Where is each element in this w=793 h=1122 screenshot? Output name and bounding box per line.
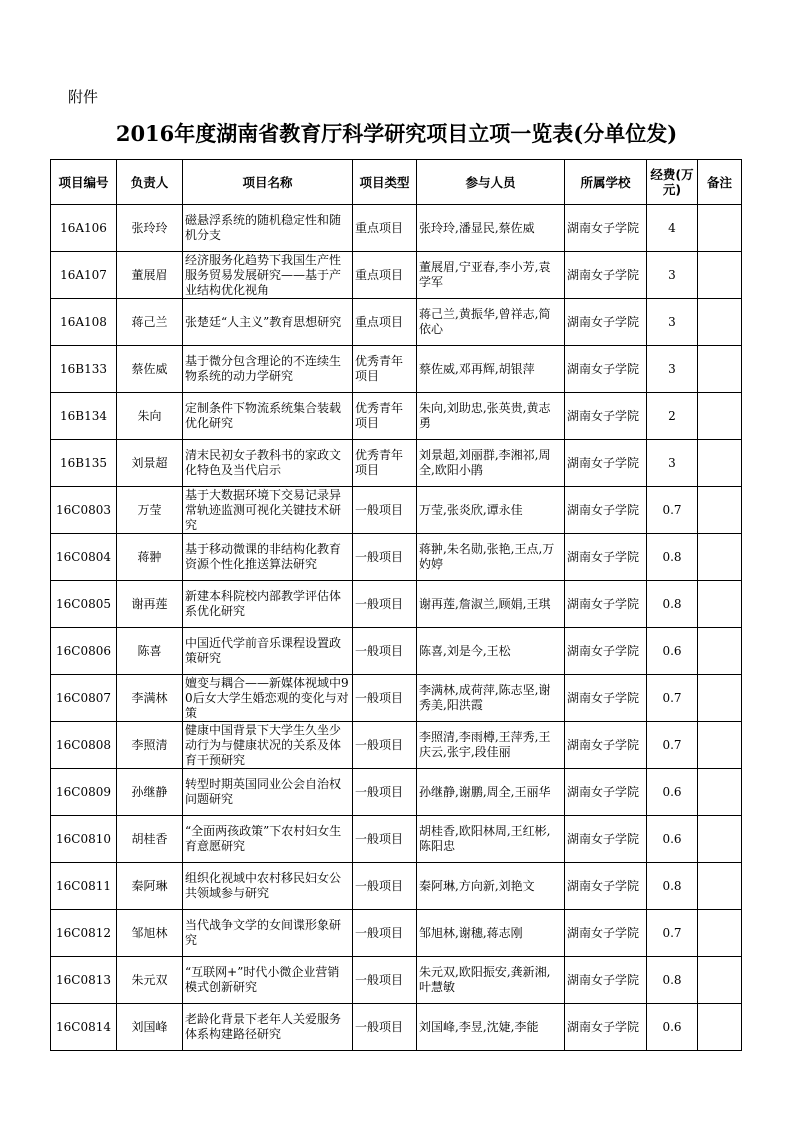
project-name-cell-text: 经济服务化趋势下我国生产性服务贸易发展研究——基于产业结构优化视角 <box>185 252 342 297</box>
project-type-cell: 一般项目 <box>353 863 417 910</box>
remarks-cell <box>698 722 742 769</box>
table-row <box>51 346 742 393</box>
project-name-cell <box>183 722 353 769</box>
school-cell: 湖南女子学院 <box>565 299 647 346</box>
funds-cell: 0.7 <box>647 910 698 957</box>
school-cell: 湖南女子学院 <box>565 581 647 628</box>
members-cell-text: 董展眉,宁亚春,李小芳,袁学军 <box>419 260 551 289</box>
members-cell-text: 张玲玲,潘显民,蔡佐威 <box>419 220 535 235</box>
project-name-cell <box>183 440 353 487</box>
table-row <box>51 299 742 346</box>
members-cell-text: 刘国峰,李昱,沈婕,李能 <box>419 1019 539 1034</box>
project-type-cell: 一般项目 <box>353 910 417 957</box>
remarks-cell <box>698 440 742 487</box>
project-type-cell: 一般项目 <box>353 816 417 863</box>
remarks-cell <box>698 205 742 252</box>
page-title: 2016年度湖南省教育厅科学研究项目立项一览表(分单位发) <box>115 121 678 146</box>
leader-cell: 张玲玲 <box>117 205 183 252</box>
project-type-cell: 重点项目 <box>353 205 417 252</box>
project-name-cell-text: “全面两孩政策”下农村妇女生育意愿研究 <box>185 824 342 853</box>
remarks-cell <box>698 581 742 628</box>
members-cell <box>417 957 565 1004</box>
school-cell: 湖南女子学院 <box>565 816 647 863</box>
project-code-cell: 16C0811 <box>51 863 117 910</box>
header-name: 项目名称 <box>183 160 353 205</box>
school-cell: 湖南女子学院 <box>565 534 647 581</box>
project-name-cell-text: 当代战争文学的女间谍形象研究 <box>185 918 342 947</box>
leader-cell: 胡桂香 <box>117 816 183 863</box>
remarks-cell <box>698 346 742 393</box>
project-code-cell: 16B133 <box>51 346 117 393</box>
remarks-cell <box>698 487 742 534</box>
funds-cell: 3 <box>647 346 698 393</box>
project-type-cell: 优秀青年项目 <box>353 440 417 487</box>
project-code-cell: 16C0803 <box>51 487 117 534</box>
project-name-cell-text: 清末民初女子教科书的家政文化特色及当代启示 <box>185 448 342 477</box>
project-name-cell-text: 基于大数据环境下交易记录异常轨迹监测可视化关键技术研究 <box>185 487 342 532</box>
project-type-cell: 重点项目 <box>353 299 417 346</box>
members-cell <box>417 440 565 487</box>
members-cell-text: 邹旭林,谢穗,蒋志刚 <box>419 925 523 940</box>
leader-cell: 万莹 <box>117 487 183 534</box>
project-code-cell: 16B134 <box>51 393 117 440</box>
table-body <box>51 205 742 1051</box>
project-name-cell <box>183 769 353 816</box>
leader-cell: 朱向 <box>117 393 183 440</box>
project-type-cell: 一般项目 <box>353 1004 417 1051</box>
funds-cell: 0.6 <box>647 1004 698 1051</box>
school-cell: 湖南女子学院 <box>565 487 647 534</box>
project-name-cell-text: 老龄化背景下老年人关爱服务体系构建路径研究 <box>185 1012 342 1041</box>
project-name-cell-text: 健康中国背景下大学生久坐少动行为与健康状况的关系及体育干预研究 <box>185 722 342 767</box>
remarks-cell <box>698 252 742 299</box>
table-row <box>51 628 742 675</box>
members-cell <box>417 1004 565 1051</box>
school-cell: 湖南女子学院 <box>565 957 647 1004</box>
school-cell: 湖南女子学院 <box>565 205 647 252</box>
table-row <box>51 1004 742 1051</box>
leader-cell: 谢再莲 <box>117 581 183 628</box>
project-type-cell: 一般项目 <box>353 534 417 581</box>
members-cell <box>417 534 565 581</box>
remarks-cell <box>698 769 742 816</box>
members-cell <box>417 675 565 722</box>
table-row <box>51 487 742 534</box>
members-cell-text: 蒋翀,朱名勋,张艳,王点,万妁婷 <box>419 542 555 571</box>
funds-cell: 0.6 <box>647 769 698 816</box>
members-cell <box>417 628 565 675</box>
project-type-cell: 重点项目 <box>353 252 417 299</box>
funds-cell: 0.8 <box>647 581 698 628</box>
members-cell <box>417 393 565 440</box>
school-cell: 湖南女子学院 <box>565 863 647 910</box>
remarks-cell <box>698 534 742 581</box>
funds-cell: 0.6 <box>647 816 698 863</box>
remarks-cell <box>698 910 742 957</box>
leader-cell: 蒋己兰 <box>117 299 183 346</box>
table-row <box>51 534 742 581</box>
project-name-cell-text: 张楚廷“人主义”教育思想研究 <box>185 314 342 329</box>
header-members: 参与人员 <box>417 160 565 205</box>
header-school: 所属学校 <box>565 160 647 205</box>
project-type-cell: 一般项目 <box>353 957 417 1004</box>
project-name-cell <box>183 487 353 534</box>
header-remarks: 备注 <box>698 160 742 205</box>
table-row <box>51 205 742 252</box>
members-cell <box>417 769 565 816</box>
school-cell: 湖南女子学院 <box>565 346 647 393</box>
leader-cell: 李照清 <box>117 722 183 769</box>
table-row <box>51 816 742 863</box>
project-name-cell <box>183 816 353 863</box>
funds-cell: 0.6 <box>647 628 698 675</box>
project-name-cell-text: 基于移动微课的非结构化教育资源个性化推送算法研究 <box>185 542 342 571</box>
project-type-cell: 优秀青年项目 <box>353 393 417 440</box>
project-code-cell: 16C0808 <box>51 722 117 769</box>
members-cell-text: 李照清,李雨樽,王萍秀,王庆云,张宇,段佳丽 <box>419 730 551 759</box>
members-cell <box>417 252 565 299</box>
table-row <box>51 393 742 440</box>
project-type-cell: 一般项目 <box>353 581 417 628</box>
members-cell <box>417 816 565 863</box>
project-code-cell: 16B135 <box>51 440 117 487</box>
project-name-cell <box>183 252 353 299</box>
leader-cell: 董展眉 <box>117 252 183 299</box>
project-code-cell: 16A108 <box>51 299 117 346</box>
project-code-cell: 16C0806 <box>51 628 117 675</box>
leader-cell: 孙继静 <box>117 769 183 816</box>
members-cell <box>417 299 565 346</box>
table-row <box>51 957 742 1004</box>
funds-cell: 4 <box>647 205 698 252</box>
members-cell-text: 李满林,成荷萍,陈志坚,谢秀美,阳洪霞 <box>419 683 551 712</box>
members-cell-text: 胡桂香,欧阳林周,王红彬,陈阳忠 <box>419 824 551 853</box>
school-cell: 湖南女子学院 <box>565 722 647 769</box>
project-name-cell <box>183 393 353 440</box>
project-name-cell-text: 转型时期英国同业公会自治权问题研究 <box>185 777 342 806</box>
table-row <box>51 440 742 487</box>
header-type: 项目类型 <box>353 160 417 205</box>
remarks-cell <box>698 1004 742 1051</box>
project-code-cell: 16C0810 <box>51 816 117 863</box>
project-name-cell-text: 组织化视域中农村移民妇女公共领域参与研究 <box>185 871 342 900</box>
project-name-cell <box>183 863 353 910</box>
members-cell-text: 孙继静,谢鹏,周全,王丽华 <box>419 784 551 799</box>
funds-cell: 3 <box>647 252 698 299</box>
header-funds: 经费(万元) <box>647 160 698 205</box>
remarks-cell <box>698 816 742 863</box>
remarks-cell <box>698 675 742 722</box>
leader-cell: 朱元双 <box>117 957 183 1004</box>
header-code: 项目编号 <box>51 160 117 205</box>
project-name-cell <box>183 1004 353 1051</box>
members-cell-text: 朱向,刘助忠,张英贵,黄志勇 <box>419 401 551 430</box>
header-leader: 负责人 <box>117 160 183 205</box>
table-row <box>51 769 742 816</box>
school-cell: 湖南女子学院 <box>565 628 647 675</box>
project-code-cell: 16C0812 <box>51 910 117 957</box>
leader-cell: 邹旭林 <box>117 910 183 957</box>
project-name-cell <box>183 299 353 346</box>
project-name-cell-text: 中国近代学前音乐课程设置政策研究 <box>185 636 342 665</box>
project-name-cell <box>183 346 353 393</box>
remarks-cell <box>698 299 742 346</box>
school-cell: 湖南女子学院 <box>565 440 647 487</box>
remarks-cell <box>698 863 742 910</box>
project-name-cell <box>183 957 353 1004</box>
school-cell: 湖南女子学院 <box>565 675 647 722</box>
remarks-cell <box>698 393 742 440</box>
funds-cell: 0.7 <box>647 675 698 722</box>
school-cell: 湖南女子学院 <box>565 769 647 816</box>
members-cell <box>417 205 565 252</box>
leader-cell: 李满林 <box>117 675 183 722</box>
table-row <box>51 581 742 628</box>
project-name-cell-text: 磁悬浮系统的随机稳定性和随机分支 <box>185 213 342 242</box>
project-type-cell: 一般项目 <box>353 722 417 769</box>
table-header-row <box>51 160 742 205</box>
project-name-cell <box>183 910 353 957</box>
project-code-cell: 16A107 <box>51 252 117 299</box>
funds-cell: 3 <box>647 440 698 487</box>
project-code-cell: 16C0814 <box>51 1004 117 1051</box>
school-cell: 湖南女子学院 <box>565 910 647 957</box>
leader-cell: 蔡佐威 <box>117 346 183 393</box>
project-code-cell: 16A106 <box>51 205 117 252</box>
school-cell: 湖南女子学院 <box>565 252 647 299</box>
members-cell-text: 万莹,张炎欣,谭永佳 <box>419 502 523 517</box>
members-cell-text: 蒋己兰,黄振华,曾祥志,简依心 <box>419 307 551 336</box>
leader-cell: 秦阿琳 <box>117 863 183 910</box>
members-cell <box>417 722 565 769</box>
table-row <box>51 252 742 299</box>
project-name-cell-text: 新建本科院校内部教学评估体系优化研究 <box>185 589 342 618</box>
project-type-cell: 一般项目 <box>353 675 417 722</box>
members-cell <box>417 346 565 393</box>
table-row <box>51 910 742 957</box>
members-cell <box>417 581 565 628</box>
project-type-cell: 一般项目 <box>353 628 417 675</box>
members-cell-text: 刘景超,刘丽群,李湘祁,周全,欧阳小鹃 <box>419 448 551 477</box>
project-name-cell <box>183 534 353 581</box>
leader-cell: 刘景超 <box>117 440 183 487</box>
members-cell <box>417 863 565 910</box>
project-type-cell: 一般项目 <box>353 487 417 534</box>
funds-cell: 2 <box>647 393 698 440</box>
project-code-cell: 16C0805 <box>51 581 117 628</box>
funds-cell: 0.7 <box>647 487 698 534</box>
project-name-cell <box>183 581 353 628</box>
project-name-cell-text: 嬗变与耦合——新媒体视域中90后女大学生婚恋观的变化与对策 <box>185 675 349 720</box>
leader-cell: 陈喜 <box>117 628 183 675</box>
project-code-cell: 16C0807 <box>51 675 117 722</box>
table-row <box>51 863 742 910</box>
project-name-cell-text: 定制条件下物流系统集合装载优化研究 <box>185 401 342 430</box>
project-name-cell <box>183 628 353 675</box>
members-cell <box>417 487 565 534</box>
funds-cell: 3 <box>647 299 698 346</box>
project-name-cell-text: “互联网+”时代小微企业营销模式创新研究 <box>185 965 340 994</box>
school-cell: 湖南女子学院 <box>565 393 647 440</box>
project-name-cell <box>183 675 353 722</box>
project-code-cell: 16C0813 <box>51 957 117 1004</box>
members-cell <box>417 910 565 957</box>
attachment-label: 附件 <box>68 88 99 106</box>
project-type-cell: 优秀青年项目 <box>353 346 417 393</box>
project-name-cell <box>183 205 353 252</box>
members-cell-text: 陈喜,刘是今,王松 <box>419 643 511 658</box>
funds-cell: 0.8 <box>647 957 698 1004</box>
funds-cell: 0.7 <box>647 722 698 769</box>
table-row <box>51 675 742 722</box>
members-cell-text: 朱元双,欧阳振安,龚新湘,叶慧敏 <box>419 965 551 994</box>
members-cell-text: 蔡佐威,邓再辉,胡银萍 <box>419 361 535 376</box>
remarks-cell <box>698 957 742 1004</box>
leader-cell: 蒋翀 <box>117 534 183 581</box>
leader-cell: 刘国峰 <box>117 1004 183 1051</box>
school-cell: 湖南女子学院 <box>565 1004 647 1051</box>
funds-cell: 0.8 <box>647 534 698 581</box>
funds-cell: 0.8 <box>647 863 698 910</box>
project-name-cell-text: 基于微分包含理论的不连续生物系统的动力学研究 <box>185 354 342 383</box>
project-code-cell: 16C0809 <box>51 769 117 816</box>
remarks-cell <box>698 628 742 675</box>
members-cell-text: 秦阿琳,方向新,刘艳文 <box>419 878 535 893</box>
project-code-cell: 16C0804 <box>51 534 117 581</box>
members-cell-text: 谢再莲,詹淑兰,顾娟,王琪 <box>419 596 551 611</box>
project-table <box>50 159 742 1051</box>
table-row <box>51 722 742 769</box>
project-type-cell: 一般项目 <box>353 769 417 816</box>
